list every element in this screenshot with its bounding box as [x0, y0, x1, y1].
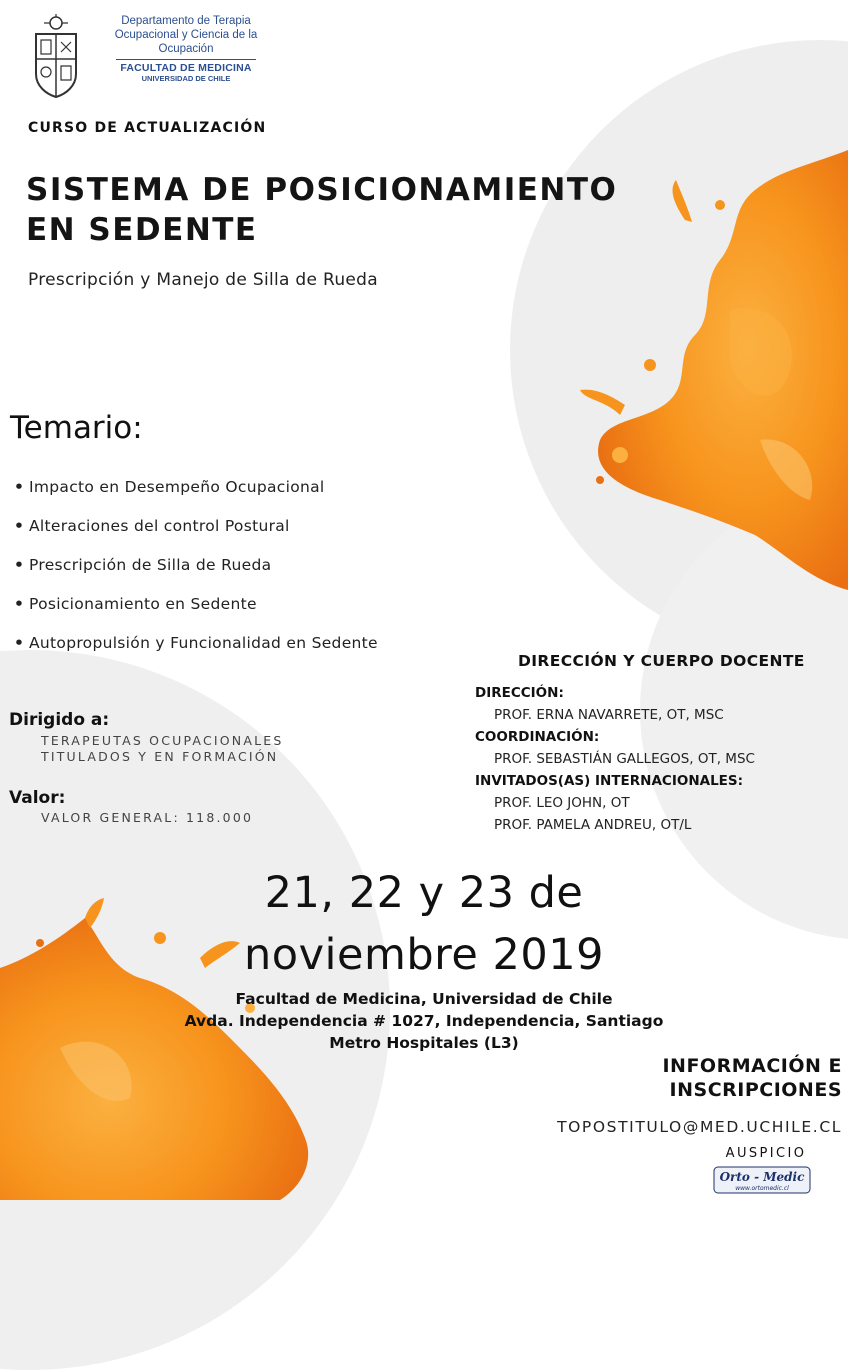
course-kicker: CURSO DE ACTUALIZACIÓN	[28, 120, 267, 136]
topic-list	[14, 478, 378, 673]
venue-line3: Metro Hospitales (L3)	[329, 1034, 519, 1052]
course-subtitle: Prescripción y Manejo de Silla de Rueda	[28, 270, 378, 290]
event-dates-line2: noviembre 2019	[244, 930, 604, 980]
logo-department-line2: Ocupacional y Ciencia de la Ocupación	[114, 29, 258, 55]
contact-heading	[662, 1054, 842, 1102]
venue-line1: Facultad de Medicina, Universidad de Chile	[235, 990, 613, 1008]
orange-splash-top-right	[580, 150, 848, 590]
topic-text: Alteraciones del control Postural	[29, 517, 290, 535]
list-item	[14, 634, 378, 673]
staff-list	[475, 682, 755, 836]
bullet-icon: •	[14, 517, 25, 535]
logo-department-line1: Departamento de Terapia	[121, 15, 251, 27]
staff-heading: DIRECCIÓN Y CUERPO DOCENTE	[518, 652, 805, 670]
coordinacion-label: COORDINACIÓN:	[475, 729, 600, 745]
bullet-icon: •	[14, 634, 25, 652]
temario-heading: Temario:	[10, 410, 143, 446]
event-dates-line1: 21, 22 y 23 de	[264, 868, 584, 918]
bullet-icon: •	[14, 556, 25, 574]
sponsor-label: AUSPICIO	[725, 1146, 807, 1161]
price-text: VALOR GENERAL: 118.000	[41, 810, 254, 825]
logo-university: UNIVERSIDAD DE CHILE	[141, 74, 231, 83]
invitado-name-1: PROF. LEO JOHN, OT	[494, 795, 630, 811]
sponsor-name: Orto - Medic	[719, 1170, 805, 1184]
venue-line2: Avda. Independencia # 1027, Independencia, Santiago	[184, 1012, 664, 1030]
course-title-line1: SISTEMA DE POSICIONAMIENTO	[26, 172, 618, 208]
invitado-name-2: PROF. PAMELA ANDREU, OT/L	[494, 817, 692, 833]
topic-text: Prescripción de Silla de Rueda	[29, 556, 272, 574]
topic-text: Impacto en Desempeño Ocupacional	[29, 478, 325, 496]
course-title	[26, 170, 617, 250]
sponsor-url: www.ortomedic.cl	[735, 1185, 789, 1192]
coordinacion-name: PROF. SEBASTIÁN GALLEGOS, OT, MSC	[494, 751, 755, 767]
audience-line2: TITULADOS Y EN FORMACIÓN	[41, 749, 279, 764]
topic-text: Autopropulsión y Funcionalidad en Sedente	[29, 634, 378, 652]
faculty-logo	[106, 14, 266, 83]
list-item	[14, 556, 378, 595]
bullet-icon: •	[14, 478, 25, 496]
university-crest-icon	[30, 14, 82, 98]
audience-line1: TERAPEUTAS OCUPACIONALES	[41, 733, 284, 748]
sponsor-logo	[713, 1166, 811, 1194]
topic-text: Posicionamiento en Sedente	[29, 595, 257, 613]
list-item	[14, 478, 378, 517]
direccion-label: DIRECCIÓN:	[475, 685, 564, 701]
contact-heading-line1: INFORMACIÓN E	[662, 1055, 842, 1077]
logo-divider	[116, 59, 256, 60]
bullet-icon: •	[14, 595, 25, 613]
event-dates	[0, 862, 848, 986]
audience-text	[41, 733, 284, 765]
list-item	[14, 517, 378, 556]
logo-faculty: FACULTAD DE MEDICINA	[120, 62, 252, 74]
contact-email-link[interactable]: TOPOSTITULO@MED.UCHILE.CL	[557, 1118, 842, 1136]
direccion-name: PROF. ERNA NAVARRETE, OT, MSC	[494, 707, 724, 723]
course-title-line2: EN SEDENTE	[26, 212, 258, 248]
list-item	[14, 595, 378, 634]
invitados-label: INVITADOS(AS) INTERNACIONALES:	[475, 773, 744, 789]
price-label: Valor:	[9, 788, 66, 808]
audience-label: Dirigido a:	[9, 710, 110, 730]
event-venue	[0, 988, 848, 1054]
contact-heading-line2: INSCRIPCIONES	[669, 1079, 842, 1101]
